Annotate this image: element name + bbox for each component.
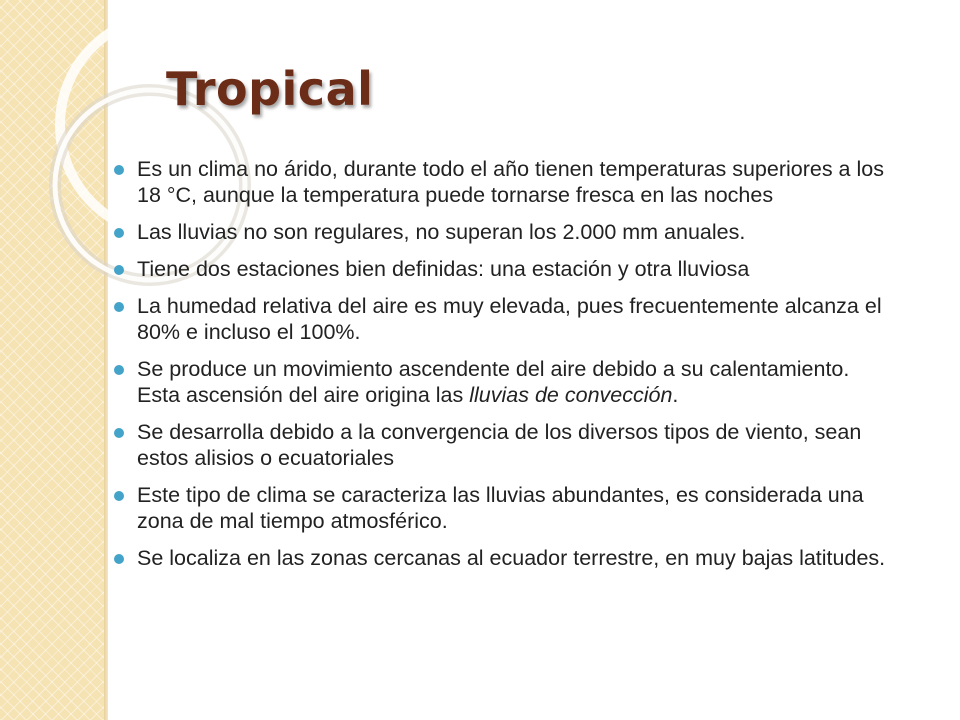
bullet-text: Las lluvias no son regulares, no superan los 2.000 mm anuales. [137,220,746,244]
bullet-item [137,256,897,282]
bullet-text: Se desarrolla debido a la convergencia de los diversos tipos de viento, sean estos alisios o ecuatoriales [137,420,862,470]
bullet-dot-icon [114,165,124,175]
bullet-item [137,419,897,471]
bullet-list [137,156,897,582]
bullet-item [137,219,897,245]
bullet-text: Se produce un movimiento ascendente del aire debido a su calentamiento. Esta ascensión del aire origina las [137,357,850,407]
bullet-text-end: . [672,383,679,407]
slide-title: Tropical [166,62,374,116]
bullet-text: Se localiza en las zonas cercanas al ecuador terrestre, en muy bajas latitudes. [137,546,886,570]
bullet-dot-icon [114,554,124,564]
bullet-dot-icon [114,428,124,438]
bullet-dot-icon [114,365,124,375]
bullet-dot-icon [114,302,124,312]
bullet-dot-icon [114,265,124,275]
bullet-text: Tiene dos estaciones bien definidas: una estación y otra lluviosa [137,257,750,281]
bullet-dot-icon [114,228,124,238]
bullet-item [137,482,897,534]
bullet-text: La humedad relativa del aire es muy elevada, pues frecuentemente alcanza el 80% e incluso el 100%. [137,294,882,344]
bullet-text: Este tipo de clima se caracteriza las lluvias abundantes, es considerada una zona de mal tiempo atmosférico. [137,483,864,533]
bullet-item [137,545,897,571]
bullet-item [137,356,897,408]
bullet-item [137,293,897,345]
bullet-text: Es un clima no árido, durante todo el año tienen temperaturas superiores a los 18 °C, aunque la temperatura puede tornarse fresca en las noches [137,157,884,207]
bullet-item [137,156,897,208]
bullet-italic-text: lluvias de convección [469,383,673,407]
bullet-dot-icon [114,491,124,501]
